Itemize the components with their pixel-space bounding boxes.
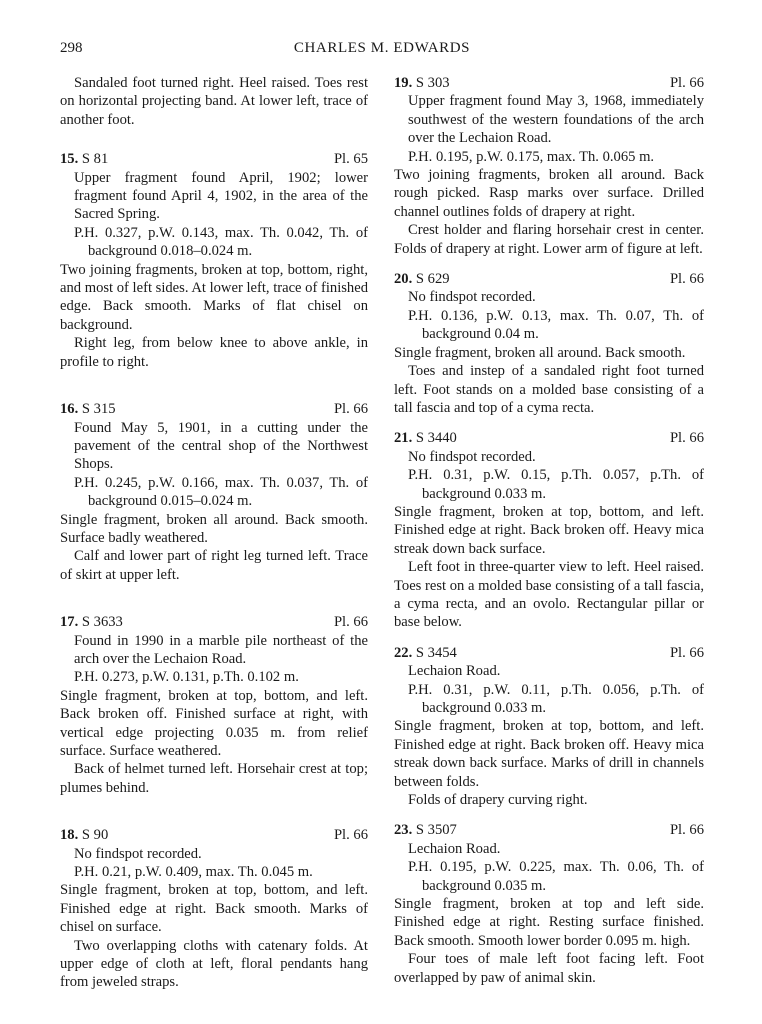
- intro-paragraph: Sandaled foot turned right. Heel raised. Toes rest on horizontal projecting band. At lower left, trace of another foot.: [60, 75, 368, 128]
- description: Calf and lower part of right leg turned left. Trace of skirt at upper left.: [60, 548, 368, 583]
- findspot: No findspot recorded.: [408, 289, 536, 306]
- entry-id: S 90: [81, 827, 109, 844]
- findspot: No findspot recorded.: [408, 448, 536, 465]
- plate-ref: Pl. 66: [669, 271, 704, 288]
- entry-number: 18.: [60, 827, 79, 844]
- entry-heading: [394, 270, 704, 288]
- description: Back of helmet turned left. Horsehair crest at top; plumes behind.: [60, 761, 368, 796]
- dimensions: P.H. 0.136, p.W. 0.13, max. Th. 0.07, Th. of background 0.04 m.: [408, 307, 704, 343]
- entry-heading: [394, 74, 704, 92]
- description: Left foot in three-quarter view to left. Heel raised. Toes rest on a molded base consisting of a tall fascia, a cyma recta, and an ovolo. Rectangular pillar or base below.: [394, 559, 704, 631]
- condition: Single fragment, broken at top, bottom, and left. Back broken off. Finished surface at right, with vertical edge projecting 0.035 m. from relief surface. Surface weathered.: [60, 687, 368, 759]
- condition: Single fragment, broken at top, bottom, and left. Finished edge at right. Back smooth. Marks of chisel on surface.: [60, 882, 368, 936]
- entry-heading: [394, 644, 704, 662]
- description: Crest holder and flaring horsehair crest in center. Folds of drapery at right. Lower arm of figure at left.: [394, 222, 704, 257]
- catalog-entry-20: [394, 270, 704, 417]
- entry-heading: [60, 150, 368, 168]
- condition: Single fragment, broken at top, bottom, and left. Finished edge at right. Back broken off. Heavy mica streak down back surface. Marks of drill in channels between folds.: [394, 718, 704, 790]
- dimensions: P.H. 0.195, p.W. 0.175, max. Th. 0.065 m.: [408, 148, 655, 165]
- catalog-entry-16: [60, 400, 368, 584]
- entry-number: 16.: [60, 401, 79, 418]
- dimensions: P.H. 0.327, p.W. 0.143, max. Th. 0.042, Th. of background 0.018–0.024 m.: [74, 224, 368, 260]
- entry-id: S 81: [81, 151, 109, 168]
- description: Four toes of male left foot facing left. Foot overlapped by paw of animal skin.: [394, 951, 704, 986]
- entry-number: 15.: [60, 151, 79, 168]
- right-column: [394, 74, 704, 987]
- dimensions: P.H. 0.273, p.W. 0.131, p.Th. 0.102 m.: [74, 669, 299, 686]
- plate-ref: Pl. 66: [333, 614, 368, 631]
- plate-ref: Pl. 66: [333, 827, 368, 844]
- findspot: No findspot recorded.: [74, 845, 202, 862]
- findspot: Found in 1990 in a marble pile northeast of the arch over the Lechaion Road.: [74, 632, 368, 667]
- entry-id: S 629: [415, 271, 450, 288]
- condition: Single fragment, broken all around. Back smooth.: [394, 344, 686, 361]
- entry-heading: [394, 821, 704, 839]
- entry-number: 20.: [394, 271, 413, 288]
- catalog-entry-18: [60, 826, 368, 992]
- entry-id: S 3507: [415, 822, 457, 839]
- plate-ref: Pl. 65: [333, 151, 368, 168]
- page-number: 298: [60, 40, 83, 56]
- findspot: Lechaion Road.: [408, 663, 501, 680]
- findspot: Upper fragment found April, 1902; lower fragment found April 4, 1902, in the area of the Sacred Spring.: [74, 169, 368, 223]
- entry-number: 23.: [394, 822, 413, 839]
- description: Folds of drapery curving right.: [408, 792, 588, 809]
- condition: Two joining fragments, broken all around. Back rough picked. Rasp marks over surface. Drilled channel outlines folds of drapery at right.: [394, 167, 704, 220]
- plate-ref: Pl. 66: [669, 644, 704, 661]
- catalog-entry-23: [394, 821, 704, 987]
- description: Toes and instep of a sandaled right foot turned left. Foot stands on a molded base consisting of a tall fascia and top of a cyma recta.: [394, 363, 704, 416]
- entry-id: S 303: [415, 75, 450, 91]
- entry-id: S 3633: [81, 614, 123, 631]
- dimensions: P.H. 0.245, p.W. 0.166, max. Th. 0.037, Th. of background 0.015–0.024 m.: [74, 474, 368, 510]
- condition: Two joining fragments, broken at top, bottom, right, and most of left sides. At lower left, trace of finished edge. Back smooth. Marks of flat chisel on background.: [60, 261, 369, 333]
- entry-number: 17.: [60, 614, 79, 631]
- catalog-entry-19: [394, 74, 704, 258]
- dimensions: P.H. 0.31, p.W. 0.11, p.Th. 0.056, p.Th. of background 0.033 m.: [408, 681, 704, 716]
- entry-id: S 315: [81, 401, 116, 418]
- findspot: Found May 5, 1901, in a cutting under the pavement of the central shop of the Northwest Shops.: [74, 419, 368, 473]
- entry-heading: [60, 613, 368, 631]
- catalog-entry-17: [60, 613, 368, 797]
- description: Two overlapping cloths with catenary folds. At upper edge of cloth at left, floral pendants hang from jeweled straps.: [60, 937, 368, 991]
- entry-heading: [394, 429, 704, 447]
- catalog-entry-15: [60, 150, 368, 371]
- left-column: [60, 74, 368, 992]
- running-head: CHARLES M. EDWARDS: [293, 40, 471, 56]
- plate-ref: Pl. 66: [669, 75, 704, 91]
- description: Right leg, from below knee to above ankle, in profile to right.: [60, 335, 368, 370]
- page-header: [60, 40, 704, 62]
- findspot: Upper fragment found May 3, 1968, immediately southwest of the western foundations of the arch over the Lechaion Road.: [408, 93, 704, 147]
- condition: Single fragment, broken at top, bottom, and left. Finished edge at right. Back broken off. Heavy mica streak down back surface.: [394, 503, 704, 557]
- entry-number: 21.: [394, 430, 413, 447]
- plate-ref: Pl. 66: [333, 401, 368, 418]
- dimensions: P.H. 0.31, p.W. 0.15, p.Th. 0.057, p.Th. of background 0.033 m.: [408, 467, 704, 502]
- catalog-entry-21: [394, 429, 704, 631]
- plate-ref: Pl. 66: [669, 430, 704, 447]
- dimensions: P.H. 0.195, p.W. 0.225, max. Th. 0.06, Th. of background 0.035 m.: [408, 859, 704, 894]
- dimensions: P.H. 0.21, p.W. 0.409, max. Th. 0.045 m.: [74, 864, 313, 881]
- entry-id: S 3454: [415, 644, 457, 661]
- condition: Single fragment, broken at top and left side. Finished edge at right. Resting surface finished. Back smooth. Smooth lower border 0.095 m. high.: [394, 896, 704, 949]
- findspot: Lechaion Road.: [408, 840, 501, 857]
- condition: Single fragment, broken all around. Back smooth. Surface badly weathered.: [60, 511, 368, 546]
- entry-id: S 3440: [415, 430, 457, 447]
- catalog-entry-22: [394, 644, 704, 810]
- plate-ref: Pl. 66: [669, 822, 704, 839]
- entry-heading: [60, 826, 368, 844]
- entry-heading: [60, 400, 368, 418]
- entry-number: 19.: [394, 75, 413, 91]
- entry-number: 22.: [394, 644, 413, 661]
